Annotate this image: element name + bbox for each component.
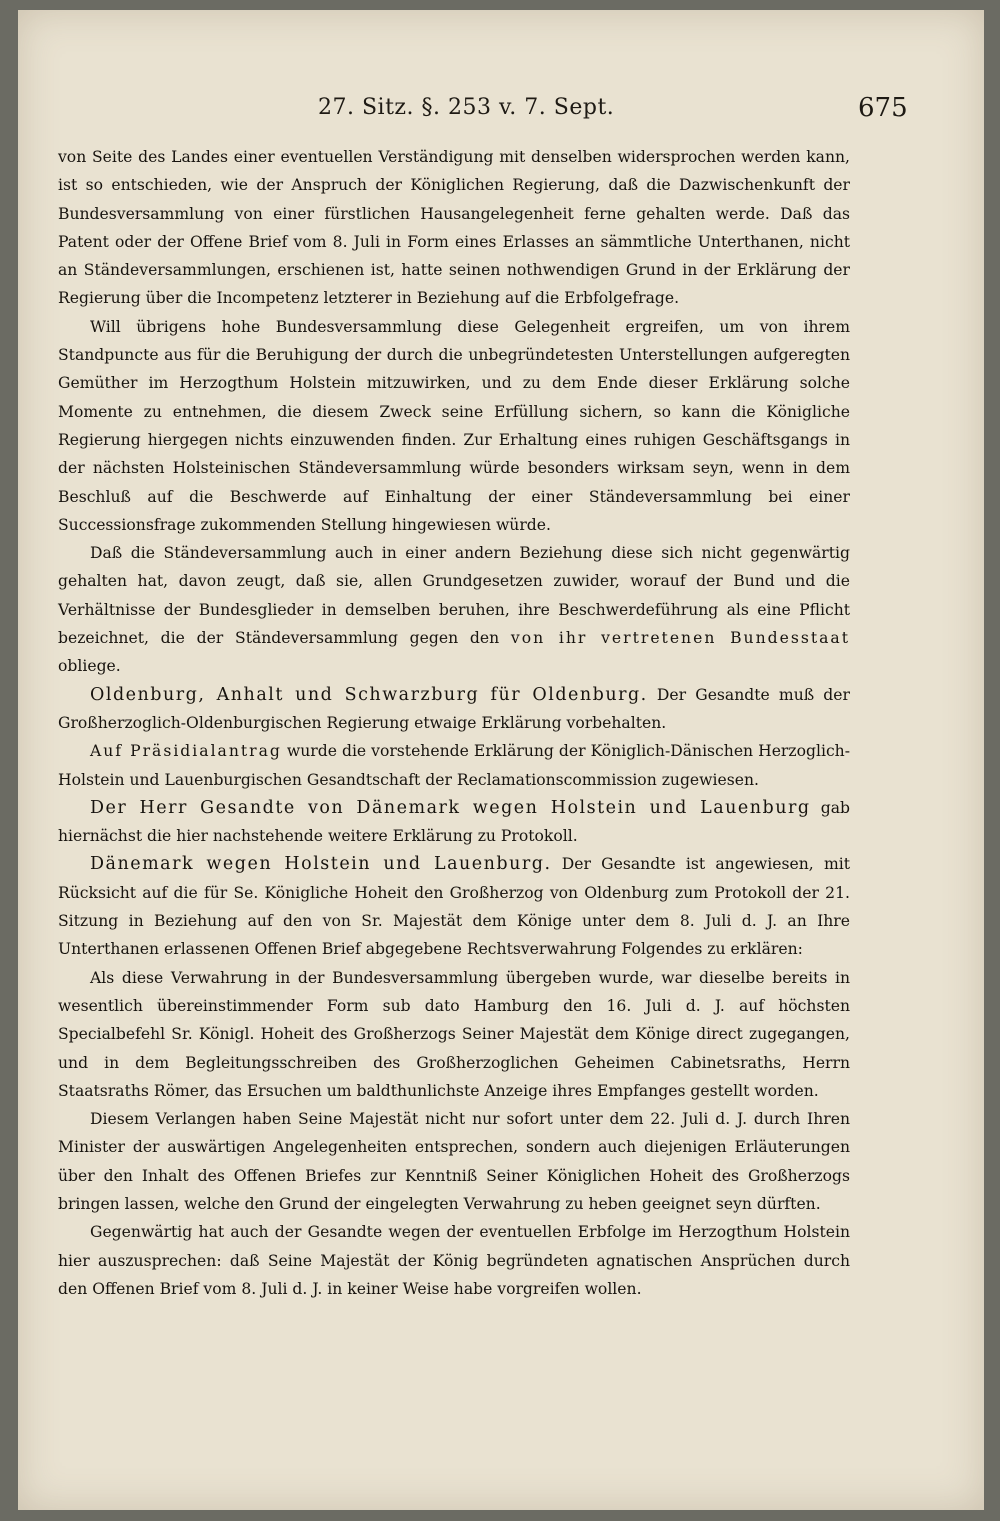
paragraph-3-text: Daß die Ständeversammlung auch in einer andern Beziehung diese sich nicht gegenwärtig gehalten hat, davon zeugt, daß sie, allen Grundgesetzen zuwider, worauf der Bund und die Verhältnisse der Bundesglieder in demselben beruhen, ihre Beschwerdeführung als eine Pflicht bezeichnet, die der Ständeversammlung gegen den (58, 544, 850, 648)
section-heading-daenemark: Dänemark wegen Holstein und Lauenburg. (90, 854, 552, 875)
paragraph-1: von Seite des Landes einer eventuellen Verständigung mit denselben widersprochen werden kann, ist so entschieden, wie der Anspruch der Königlichen Regierung, daß die Dazwischenkunft der Bundesversammlung von einer fürstlichen Hausangelegenheit ferne gehalten werde. Daß das Patent oder der Offene Brief vom 8. Juli in Form eines Erlasses an sämmtliche Unterthanen, nicht an Ständeversammlungen, erschienen ist, hatte seinen nothwendigen Grund in der Erklärung der Regierung über die Incompetenz letzterer in Beziehung auf die Erbfolgefrage. (58, 148, 850, 308)
paragraph-3-tail: obliege. (58, 657, 121, 676)
oldenburg-text: Der Gesandte muß der Großherzoglich-Oldenburgischen Regierung etwaige Erklärung vorbehalten. (58, 685, 850, 732)
gesandte-text: gab hiernächst die hier nachstehende weitere Erklärung zu Protokoll. (58, 798, 850, 846)
paragraph-gegenwaertig: Gegenwärtig hat auch der Gesandte wegen der eventuellen Erbfolge im Herzogthum Holstein hier auszusprechen: daß Seine Majestät der König begründeten agnatischen Ansprüchen durch den Offenen Brief vom 8. Juli d. J. in keiner Weise habe vorgreifen wollen. (58, 1223, 850, 1298)
praesidial-heading: Auf Präsidialantrag (90, 742, 282, 761)
running-head: 27. Sitz. §. 253 v. 7. Sept. (318, 95, 615, 120)
section-heading-gesandte: Der Herr Gesandte von Dänemark wegen Holstein und Lauenburg (90, 797, 811, 818)
paragraph-verlangen: Diesem Verlangen haben Seine Majestät nicht nur sofort unter dem 22. Juli d. J. durch Ihren Minister der auswärtigen Angelegenheiten entsprechen, sondern auch diejenigen Erläuterungen über den Inhalt des Offenen Briefes zur Kenntniß Seiner Königlichen Hoheit des Großherzogs bringen lassen, welche den Grund der eingelegten Verwahrung zu heben geeignet seyn dürften. (58, 1110, 850, 1213)
paragraph-oldenburg (58, 681, 850, 738)
paragraph-2: Will übrigens hohe Bundesversammlung diese Gelegenheit ergreifen, um von ihrem Standpuncte aus für die Beruhigung der durch die unbegründetesten Unterstellungen aufgeregten Gemüther im Herzogthum Holstein mitzuwirken, und zu dem Ende dieser Erklärung solche Momente zu entnehmen, die diesem Zweck seine Erfüllung sichern, so kann die Königliche Regierung hiergegen nichts einzuwenden finden. Zur Erhaltung eines ruhigen Geschäftsgangs in der nächsten Holsteinischen Ständeversammlung würde besonders wirksam seyn, wenn in dem Beschluß auf die Beschwerde auf Einhaltung der einer Ständeversammlung bei einer Successionsfrage zukommenden Stellung hingewiesen würde. (58, 317, 850, 534)
paragraph-3 (58, 539, 850, 680)
section-heading-oldenburg: Oldenburg, Anhalt und Schwarzburg für Oldenburg. (90, 684, 648, 705)
spaced-phrase: von ihr vertretenen Bundesstaat (510, 629, 850, 648)
page-number: 675 (858, 93, 908, 123)
document-page (18, 10, 984, 1510)
daenemark-text: Der Gesandte ist angewiesen, mit Rücksicht auf die für Se. Königliche Hoheit den Großherzog von Oldenburg zum Protokoll der 21. Sitzung in Beziehung auf den von Sr. Majestät dem Könige unter dem 8. Juli d. J. an Ihre Unterthanen erlassenen Offenen Brief abgegebene Rechtsverwahrung Folgendes zu erklären: (58, 855, 850, 959)
body-text (58, 143, 850, 1303)
paragraph-praesidial (58, 737, 850, 794)
paragraph-verwahrung: Als diese Verwahrung in der Bundesversammlung übergeben wurde, war dieselbe bereits in wesentlich übereinstimmender Form sub dato Hamburg den 16. Juli d. J. auf höchsten Specialbefehl Sr. Königl. Hoheit des Großherzogs Seiner Majestät dem Könige direct zugegangen, und in dem Begleitungsschreiben des Großherzoglichen Geheimen Cabinetsraths, Herrn Staatsraths Römer, das Ersuchen um baldthunlichste Anzeige ihres Empfanges gestellt worden. (58, 968, 850, 1100)
paragraph-gesandte (58, 794, 850, 851)
paragraph-daenemark (58, 850, 850, 963)
page-header (18, 95, 984, 135)
praesidial-text: wurde die vorstehende Erklärung der Königlich-Dänischen Herzoglich-Holstein und Lauenburgischen Gesandtschaft der Reclamationscommission zugewiesen. (58, 742, 850, 789)
